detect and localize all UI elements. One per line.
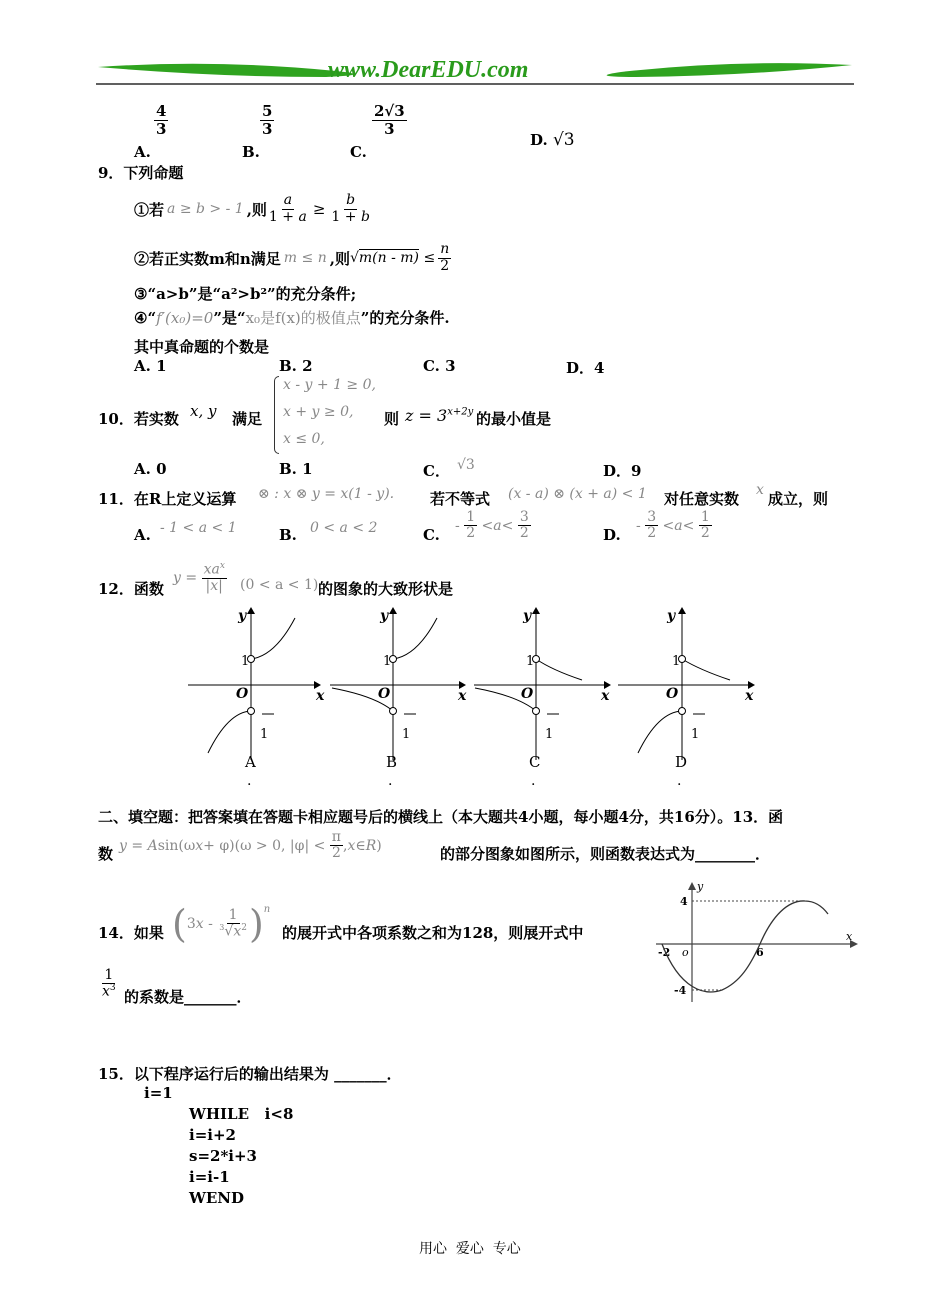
svg-text:O: O	[666, 686, 679, 702]
q14-prefix: 14．如果	[98, 924, 164, 942]
q11-text2: 若不等式	[430, 490, 491, 508]
q12-suffix: 的图象的大致形状是	[318, 580, 454, 598]
svg-text:x: x	[846, 930, 853, 943]
q9-item4-c: ”的充分条件.	[360, 309, 450, 327]
q9-item2-then: ,则	[329, 249, 350, 268]
q11-ineq: (x - a) ⊗ (x + a) < 1	[508, 486, 647, 502]
q9-item1-prefix: ①若	[134, 200, 165, 219]
svg-text:1: 1	[526, 654, 535, 669]
q10-cond3: x ≤ 0,	[283, 431, 325, 447]
q14-term: $\frac{1}{x^3}$	[102, 967, 116, 1001]
code-line-4: s=2*i+3	[189, 1147, 257, 1165]
q9-item2-frac: $\frac{n}{2}$	[440, 241, 450, 274]
q10-option-c: C．	[423, 462, 450, 480]
q12-cond: (0 < a < 1)	[240, 577, 319, 593]
q8-option-d: D.	[530, 131, 548, 149]
q12-function: y = $\frac{xa^x}{|x|}$	[173, 561, 225, 595]
q10-option-a: A. 0	[134, 460, 167, 478]
q9-item4-g: x₀是f(x)的极值点	[245, 309, 361, 327]
q10-option-c-value: √3	[457, 457, 475, 473]
header-banner	[96, 55, 854, 87]
graph-label-c: C	[529, 753, 541, 771]
section2-line2-suffix: 的部分图象如图所示，则函数表达式为________．	[440, 845, 771, 863]
site-logo: www.DearEDU.com	[328, 57, 529, 83]
svg-text:4: 4	[680, 895, 688, 908]
q9-item2-root: √m(n - m) ≤	[349, 250, 436, 266]
code-line-6: WEND	[189, 1189, 244, 1207]
svg-text:-2: -2	[658, 946, 671, 959]
q11-option-a-value: - 1 < a < 1	[160, 520, 237, 536]
q8-d-value: √3	[552, 130, 575, 150]
page-footer: 用心 爱心 专心	[419, 1241, 521, 1257]
graph-label-b: B	[386, 753, 398, 771]
q9-item2-cond: m ≤ n	[283, 250, 327, 266]
q9-item1-then: ,则	[246, 200, 267, 219]
code-line-5: i=i-1	[189, 1168, 230, 1186]
q11-option-a: A.	[134, 526, 151, 544]
svg-text:6: 6	[756, 946, 764, 959]
code-line-2: WHILE i<8	[189, 1105, 294, 1123]
q11-option-c-value: - $\frac{1}{2}$ < a < $\frac{3}{2}$	[455, 509, 529, 542]
svg-text:y: y	[238, 608, 247, 624]
q8-a-value: $\frac{4}{3}$	[156, 102, 167, 138]
q10-then: 则	[384, 410, 400, 428]
code-line-3: i=i+2	[189, 1126, 236, 1144]
q11-option-b-value: 0 < a < 2	[310, 520, 378, 536]
q13-function: y = A sin(ω x + φ)(ω > 0, |φ| < $\frac{\pi}{2}$ , x ∈ R )	[119, 829, 382, 862]
section2-line2-prefix: 数	[98, 845, 114, 863]
q11-option-c: C.	[423, 526, 440, 544]
svg-text:O: O	[521, 686, 534, 702]
svg-text:x: x	[316, 688, 325, 704]
svg-text:x: x	[458, 688, 467, 704]
q9-option-b: B. 2	[279, 357, 313, 375]
svg-text:x: x	[745, 688, 754, 704]
q9-item2-prefix: ②若正实数m和n满足	[134, 249, 281, 268]
q11-text3: 对任意实数	[664, 490, 740, 508]
q14-suffix: 的展开式中各项系数之和为128，则展开式中	[282, 924, 584, 942]
graph-a	[188, 608, 325, 760]
q9-item4-f: f′(x₀)=0	[156, 308, 214, 327]
svg-text:y: y	[523, 608, 532, 624]
q9-question: 其中真命题的个数是	[134, 338, 270, 356]
q11-text4: 成立，则	[768, 490, 829, 508]
svg-text:1: 1	[402, 727, 411, 742]
svg-text:1: 1	[691, 727, 700, 742]
q9-item4-a: ④“	[134, 308, 157, 327]
q9-option-a: A. 1	[134, 357, 167, 375]
graph-b	[330, 608, 467, 760]
q14-expression: ( 3 x - $\frac{1}{^3√x^2}$ ) $^n$	[172, 902, 271, 946]
q8-b-value: $\frac{5}{3}$	[262, 102, 273, 138]
code-line-1: i=1	[144, 1084, 173, 1102]
svg-text:O: O	[236, 686, 249, 702]
q8-c-value: $\frac{2√3}{3}$	[374, 102, 405, 138]
q10-prefix: 10．若实数	[98, 410, 179, 428]
svg-text:1: 1	[241, 654, 250, 669]
svg-text:x: x	[601, 688, 610, 704]
q9-option-d: D．4	[566, 359, 605, 377]
svg-text:y: y	[697, 880, 704, 893]
q11-option-d: D.	[603, 526, 621, 544]
q10-vars: x, y	[190, 402, 217, 420]
svg-text:1: 1	[383, 654, 392, 669]
q10-z: $z = 3^{x+2y}$	[405, 406, 474, 425]
q9-item1-frac-a: $\frac{a}{1 + a}$	[268, 192, 307, 225]
svg-text:O: O	[378, 686, 391, 702]
graph-d	[618, 608, 754, 760]
q11-text1: 11．在R上定义运算	[98, 490, 237, 508]
q10-cond1: x - y + 1 ≥ 0,	[283, 377, 376, 393]
q9-item3: ③“a>b”是“a²>b²”的充分条件;	[134, 285, 357, 303]
q9-option-c: C. 3	[423, 357, 456, 375]
q10-option-d: D．9	[603, 462, 642, 480]
svg-text:y: y	[380, 608, 389, 624]
q9-item1-frac-b: $\frac{b}{1 + b}$	[331, 192, 370, 225]
svg-text:y: y	[667, 608, 676, 624]
svg-text:o: o	[682, 946, 689, 959]
q10-option-b: B. 1	[279, 460, 313, 478]
svg-text:1: 1	[260, 727, 269, 742]
q12-prefix: 12．函数	[98, 580, 164, 598]
section2-line1: 二、填空题：把答案填在答题卡相应题号后的横线上（本大题共4小题，每小题4分，共16分）。13．函	[98, 808, 784, 826]
graph-c	[474, 608, 610, 760]
q9-item4-b: ”是“	[213, 309, 246, 327]
q10-suffix: 的最小值是	[476, 410, 552, 428]
q13-graph	[650, 878, 860, 1006]
q14-line2: 的系数是_______．	[124, 988, 252, 1006]
svg-text:1: 1	[672, 654, 681, 669]
q10-mid: 满足	[232, 410, 263, 428]
q9-item1-cond: a ≥ b > - 1	[167, 201, 244, 217]
q15-text: 15．以下程序运行后的输出结果为 _______．	[98, 1065, 402, 1083]
q8-option-b: B.	[242, 143, 260, 161]
graph-label-a: A	[245, 753, 256, 771]
graph-label-d: D	[675, 753, 688, 771]
q11-option-b: B.	[279, 526, 297, 544]
svg-text:-4: -4	[674, 984, 687, 997]
q10-cond2: x + y ≥ 0,	[283, 404, 354, 420]
svg-text:1: 1	[545, 727, 554, 742]
q8-option-a: A.	[134, 143, 151, 161]
q9-title: 9．下列命题	[98, 164, 184, 182]
q8-option-c: C.	[350, 143, 367, 161]
q11-option-d-value: - $\frac{3}{2}$ < a < $\frac{1}{2}$	[636, 509, 710, 542]
q11-op: ⊗ : x ⊗ y = x(1 - y).	[258, 486, 395, 502]
q10-system-brace	[274, 376, 279, 454]
